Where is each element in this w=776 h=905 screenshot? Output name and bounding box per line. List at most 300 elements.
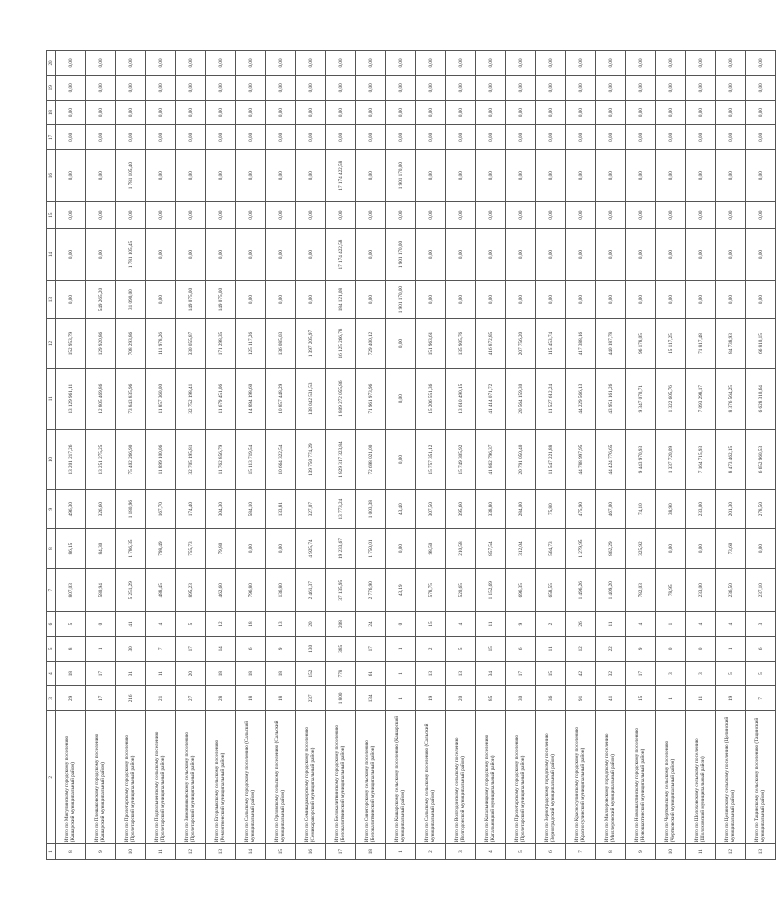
value-cell: 125 117,26 (236, 319, 266, 369)
value-cell: 11 (596, 612, 626, 637)
column-header: 3 (47, 686, 56, 711)
value-cell: 0,00 (476, 51, 506, 76)
row-number-cell: 4 (476, 844, 506, 860)
value-cell: 0,00 (506, 202, 536, 229)
row-number-cell: 17 (326, 844, 356, 860)
value-cell: 1 (386, 636, 416, 661)
value-cell: 184 121,08 (326, 280, 356, 318)
row-number-cell: 12 (716, 844, 746, 860)
value-cell: 1 152,69 (476, 569, 506, 612)
value-cell: 0,00 (536, 51, 566, 76)
table-row (566, 51, 596, 860)
settlement-name-cell: Итого по Кагальницкому городскому поселению (Кагальницкий муниципальный район) (476, 711, 506, 844)
column-header: 1 (47, 844, 56, 860)
row-number-cell: 15 (266, 844, 296, 860)
value-cell: 0,00 (356, 229, 386, 281)
value-cell: 29 (56, 686, 86, 711)
value-cell: 0,00 (506, 125, 536, 150)
value-cell: 5 (716, 661, 746, 686)
value-cell: 0,00 (176, 125, 206, 150)
value-cell: 11 (536, 636, 566, 661)
value-cell: 15 (536, 661, 566, 686)
value-cell: 0,00 (536, 280, 566, 318)
value-cell: 73 843 835,96 (116, 368, 146, 429)
value-cell: 0,00 (116, 51, 146, 76)
value-cell: 0,00 (296, 202, 326, 229)
value-cell: 0,00 (296, 125, 326, 150)
value-cell: 1 279,95 (566, 528, 596, 569)
value-cell: 0,00 (476, 75, 506, 100)
value-cell: 0,00 (476, 100, 506, 125)
value-cell: 9 347 070,71 (626, 368, 656, 429)
value-cell: 385 (326, 636, 356, 661)
value-cell: 13 251 275,25 (86, 429, 116, 490)
value-cell: 0,00 (596, 229, 626, 281)
value-cell: 0,00 (326, 100, 356, 125)
column-header: 8 (47, 528, 56, 569)
value-cell: 72 698 021,00 (356, 429, 386, 490)
table-row (446, 51, 476, 860)
value-cell: 0,00 (686, 528, 716, 569)
report-table (46, 50, 776, 860)
value-cell: 61 (356, 661, 386, 686)
value-cell: 278,50 (746, 490, 776, 528)
settlement-name-cell: Итого по Зерноградскому городскому поселению (Зерноградский муниципальный район) (536, 711, 566, 844)
value-cell: 7 (746, 686, 776, 711)
row-number-cell: 13 (206, 844, 236, 860)
value-cell: 12 (206, 612, 236, 637)
settlement-name-cell: Итого по Чертковскому сельскому поселению (Чертковский муниципальный район) (656, 711, 686, 844)
value-cell: 15 757 351,12 (416, 429, 446, 490)
value-cell: 0 (656, 636, 686, 661)
value-cell: 0,00 (206, 51, 236, 76)
value-cell: 111 978,26 (146, 319, 176, 369)
value-cell: 0,00 (686, 150, 716, 202)
value-cell: 24 (356, 612, 386, 637)
value-cell: 37 135,95 (326, 569, 356, 612)
value-cell: 325,92 (626, 528, 656, 569)
value-cell: 139 750 774,29 (296, 429, 326, 490)
value-cell: 18 (56, 661, 86, 686)
value-cell: 237,10 (746, 569, 776, 612)
value-cell: 0,00 (86, 100, 116, 125)
value-cell: 4 (626, 612, 656, 637)
value-cell: 0,00 (386, 51, 416, 76)
value-cell: 0,00 (446, 75, 476, 100)
settlement-name-cell: Итого по Кашарскому сельскому поселению (Кашарский муниципальный район) (386, 711, 416, 844)
value-cell: 15 (476, 636, 506, 661)
value-cell: 0,00 (656, 125, 686, 150)
value-cell: 171 298,35 (206, 319, 236, 369)
settlement-name-cell: Итого по Красносулинскому городскому поселению (Красносулинский муниципальный район) (566, 711, 596, 844)
value-cell: 0,00 (656, 75, 686, 100)
value-cell: 2 461,37 (296, 569, 326, 612)
value-cell: 0,00 (566, 229, 596, 281)
value-cell: 0,00 (236, 75, 266, 100)
value-cell: 17 (86, 661, 116, 686)
settlement-name-cell: Итого по Новошахтинскому городскому поселению (Новошахтинский муниципальный район) (626, 711, 656, 844)
value-cell: 11 679 451,06 (206, 368, 236, 429)
value-cell: 0,00 (626, 229, 656, 281)
value-cell: 0,00 (746, 75, 776, 100)
value-cell: 32 (596, 661, 626, 686)
column-header: 17 (47, 125, 56, 150)
value-cell: 395,60 (446, 490, 476, 528)
value-cell: 0,00 (266, 51, 296, 76)
value-cell: 0,00 (266, 229, 296, 281)
table-row (206, 51, 236, 860)
value-cell: 0,00 (416, 75, 446, 100)
value-cell: 0,00 (386, 429, 416, 490)
value-cell: 0,00 (476, 125, 506, 150)
value-cell: 440 187,78 (596, 319, 626, 369)
value-cell: 10 664 322,54 (266, 429, 296, 490)
value-cell: 1 397 205,97 (296, 319, 326, 369)
value-cell: 1 (386, 661, 416, 686)
value-cell: 0,00 (56, 100, 86, 125)
value-cell: 0,00 (326, 125, 356, 150)
table-row (326, 51, 356, 860)
value-cell: 17 (356, 636, 386, 661)
value-cell: 11 527 612,24 (536, 368, 566, 429)
value-cell: 11 (146, 661, 176, 686)
value-cell: 8 473 462,15 (716, 429, 746, 490)
column-header: 4 (47, 661, 56, 686)
value-cell: 41 (596, 686, 626, 711)
value-cell: 1 003,38 (356, 490, 386, 528)
table-row (176, 51, 206, 860)
value-cell: 3 (746, 612, 776, 637)
value-cell: 7 (146, 636, 176, 661)
value-cell: 0,00 (146, 229, 176, 281)
value-cell: 8 (56, 636, 86, 661)
value-cell: 236,50 (716, 569, 746, 612)
value-cell: 0,00 (236, 100, 266, 125)
value-cell: 0,00 (176, 202, 206, 229)
value-cell: 135 905,76 (446, 319, 476, 369)
value-cell: 17 (626, 661, 656, 686)
value-cell: 1 (86, 636, 116, 661)
row-number-cell: 11 (686, 844, 716, 860)
settlement-name-cell: Итого по Орловскому сельскому поселению (Сальский муниципальный район) (266, 711, 296, 844)
table-row (506, 51, 536, 860)
value-cell: 0,00 (56, 125, 86, 150)
value-cell: 133,81 (266, 490, 296, 528)
value-cell: 807,03 (56, 569, 86, 612)
value-cell: 0,00 (716, 75, 746, 100)
value-cell: 782,03 (626, 569, 656, 612)
value-cell: 0,00 (566, 280, 596, 318)
value-cell: 895,23 (176, 569, 206, 612)
value-cell: 5 (746, 661, 776, 686)
value-cell: 0,00 (566, 202, 596, 229)
table-row (236, 51, 266, 860)
table-row (596, 51, 626, 860)
settlement-name-cell: Итого по Пролетарскому городскому поселению (Пролетарский муниципальный район) (506, 711, 536, 844)
value-cell: 0,00 (476, 150, 506, 202)
value-cell: 0,00 (356, 100, 386, 125)
value-cell: 28 (206, 686, 236, 711)
value-cell: 1 781 105,45 (116, 229, 146, 281)
value-cell: 0,00 (506, 229, 536, 281)
value-cell: 1 781 105,40 (116, 150, 146, 202)
value-cell: 0,00 (686, 125, 716, 150)
value-cell: 4 (446, 612, 476, 637)
value-cell: 20 (296, 612, 326, 637)
rotated-table-wrapper (46, 50, 776, 860)
value-cell: 1 (656, 612, 686, 637)
value-cell: 0,00 (296, 75, 326, 100)
column-header: 19 (47, 75, 56, 100)
value-cell: 73,60 (716, 528, 746, 569)
value-cell: 20 (176, 661, 206, 686)
value-cell: 1 (716, 636, 746, 661)
value-cell: 10 857 448,29 (266, 368, 296, 429)
value-cell: 4 (716, 612, 746, 637)
value-cell: 0,00 (716, 125, 746, 150)
table-row (86, 51, 116, 860)
value-cell: 0,00 (146, 280, 176, 318)
value-cell: 0,00 (326, 51, 356, 76)
value-cell: 136 085,03 (266, 319, 296, 369)
value-cell: 0,00 (626, 280, 656, 318)
value-cell: 31 (116, 661, 146, 686)
value-cell: 0,00 (326, 202, 356, 229)
value-cell: 0,00 (146, 150, 176, 202)
table-row (716, 51, 746, 860)
row-number-cell: 10 (116, 844, 146, 860)
value-cell: 284,00 (506, 490, 536, 528)
value-cell: 75,80 (536, 490, 566, 528)
value-cell: 0 (86, 612, 116, 637)
value-cell: 488,45 (146, 569, 176, 612)
value-cell: 0,00 (746, 100, 776, 125)
value-cell: 796,80 (236, 569, 266, 612)
settlement-name-cell: Итого по Сальскому сельскому поселению (Сальский муниципальный район) (416, 711, 446, 844)
value-cell: 13 (416, 661, 446, 686)
value-cell: 0,00 (626, 100, 656, 125)
value-cell: 27 (176, 686, 206, 711)
value-cell: 0,00 (206, 202, 236, 229)
value-cell: 0,00 (686, 75, 716, 100)
value-cell: 15 206 551,36 (416, 368, 446, 429)
value-cell: 6 (746, 636, 776, 661)
row-number-cell: 11 (146, 844, 176, 860)
settlement-name-cell: Итого по Зимовниковскому сельскому поселению (Пролетарский муниципальный район) (176, 711, 206, 844)
value-cell: 0,00 (716, 202, 746, 229)
value-cell: 15 113 719,54 (236, 429, 266, 490)
value-cell: 475,90 (566, 490, 596, 528)
value-cell: 0,00 (386, 368, 416, 429)
value-cell: 9 (506, 612, 536, 637)
value-cell: 4 (146, 612, 176, 637)
value-cell: 0,00 (746, 229, 776, 281)
settlement-name-cell: Итого по Миллеровскому городскому поселению (Миллеровский муниципальный район) (596, 711, 626, 844)
value-cell: 0,00 (356, 75, 386, 100)
value-cell: 2 (416, 636, 446, 661)
value-cell: 0,00 (416, 150, 446, 202)
row-number-cell: 7 (566, 844, 596, 860)
value-cell: 136,80 (266, 569, 296, 612)
value-cell: 0,00 (716, 51, 746, 76)
value-cell: 0,00 (656, 51, 686, 76)
value-cell: 0,00 (176, 51, 206, 76)
value-cell: 0,00 (116, 125, 146, 150)
value-cell: 20 791 050,40 (506, 429, 536, 490)
value-cell: 729 400,12 (356, 319, 386, 369)
value-cell: 20 (446, 686, 476, 711)
row-number-cell: 6 (536, 844, 566, 860)
value-cell: 0,00 (236, 280, 266, 318)
value-cell: 0,00 (746, 150, 776, 202)
value-cell: 0,00 (296, 150, 326, 202)
value-cell: 0,00 (56, 280, 86, 318)
value-cell: 0,00 (596, 280, 626, 318)
value-cell: 0,00 (656, 202, 686, 229)
value-cell: 4 (686, 612, 716, 637)
value-cell: 17 (506, 661, 536, 686)
value-cell: 3 (656, 661, 686, 686)
value-cell: 1 409,20 (596, 569, 626, 612)
value-cell: 0,00 (746, 51, 776, 76)
value-cell: 0,00 (716, 100, 746, 125)
value-cell: 216 (116, 686, 146, 711)
value-cell: 0,00 (386, 125, 416, 150)
value-cell: 0 (386, 612, 416, 637)
value-cell: 0,00 (506, 75, 536, 100)
value-cell: 17 174 422,58 (326, 150, 356, 202)
settlement-name-cell: Итого по Подпольненскому сельскому поселению (Пролетарский муниципальный район) (146, 711, 176, 844)
value-cell: 44 229 566,13 (566, 368, 596, 429)
value-cell: 327,07 (296, 490, 326, 528)
value-cell: 71 961 973,96 (356, 368, 386, 429)
value-cell: 0,00 (206, 100, 236, 125)
value-cell: 21 (146, 686, 176, 711)
column-header: 2 (47, 711, 56, 844)
value-cell: 5 (176, 612, 206, 637)
value-cell: 0,00 (146, 202, 176, 229)
value-cell: 1 901 170,00 (386, 229, 416, 281)
value-cell: 0,00 (416, 229, 446, 281)
value-cell: 1 829 317 323,84 (326, 429, 356, 490)
value-cell: 41 414 071,72 (476, 368, 506, 429)
value-cell: 0,00 (506, 100, 536, 125)
value-cell: 0,00 (236, 125, 266, 150)
value-cell: 307,50 (416, 490, 446, 528)
row-number-cell: 10 (656, 844, 686, 860)
settlement-name-cell: Итого по Волгодонскому сельскому поселению (Волгодонской муниципальный район) (446, 711, 476, 844)
value-cell: 0,00 (86, 75, 116, 100)
value-cell: 13 (446, 661, 476, 686)
table-row (746, 51, 776, 860)
value-cell: 11 (476, 612, 506, 637)
value-cell: 19 (416, 686, 446, 711)
value-cell: 1 322 605,76 (656, 368, 686, 429)
value-cell: 0,00 (476, 229, 506, 281)
value-cell: 0,00 (86, 51, 116, 76)
value-cell: 0,00 (446, 100, 476, 125)
value-cell: 0,00 (626, 75, 656, 100)
value-cell: 0,00 (596, 150, 626, 202)
value-cell: 84 738,93 (716, 319, 746, 369)
value-cell: 0,00 (176, 150, 206, 202)
value-cell: 18 (206, 661, 236, 686)
value-cell: 330 055,87 (176, 319, 206, 369)
value-cell: 78,95 (656, 569, 686, 612)
table-row (116, 51, 146, 860)
value-cell: 0,00 (356, 125, 386, 150)
table-row (386, 51, 416, 860)
value-cell: 8 376 564,25 (716, 368, 746, 429)
value-cell: 658,55 (536, 569, 566, 612)
value-cell: 0,00 (386, 75, 416, 100)
value-cell: 0,00 (416, 202, 446, 229)
value-cell: 0,00 (446, 202, 476, 229)
value-cell: 0,00 (356, 51, 386, 76)
value-cell: 462,60 (206, 569, 236, 612)
value-cell: 0,00 (656, 528, 686, 569)
value-cell: 0,00 (266, 100, 296, 125)
value-cell: 0,00 (686, 100, 716, 125)
value-cell: 338,80 (476, 490, 506, 528)
value-cell: 167,70 (146, 490, 176, 528)
value-cell: 17 (86, 686, 116, 711)
value-cell: 578,75 (416, 569, 446, 612)
value-cell: 778 (326, 661, 356, 686)
value-cell: 0,00 (206, 125, 236, 150)
value-cell: 152 (296, 661, 326, 686)
value-cell: 1 (656, 686, 686, 711)
value-cell: 208 (326, 612, 356, 637)
column-header: 11 (47, 368, 56, 429)
value-cell: 20 564 159,30 (506, 368, 536, 429)
value-cell: 41 (116, 612, 146, 637)
row-number-cell: 2 (416, 844, 446, 860)
value-cell: 152 953,79 (56, 319, 86, 369)
value-cell: 0,00 (656, 150, 686, 202)
settlement-name-cell: Итого по Тацинскому сельскому поселению (Тацинский муниципальный район) (746, 711, 776, 844)
value-cell: 16 125 266,78 (326, 319, 356, 369)
value-cell: 0,00 (146, 100, 176, 125)
value-cell: 0,00 (716, 229, 746, 281)
value-cell: 18 (236, 661, 266, 686)
value-cell: 584,10 (236, 490, 266, 528)
value-cell: 210,58 (446, 528, 476, 569)
value-cell: 0,00 (446, 150, 476, 202)
row-number-cell: 9 (86, 844, 116, 860)
value-cell: 0,00 (746, 280, 776, 318)
value-cell: 1 337 720,09 (656, 429, 686, 490)
value-cell: 151 963,61 (416, 319, 446, 369)
value-cell: 233,00 (686, 490, 716, 528)
value-cell: 11 762 856,79 (206, 429, 236, 490)
column-header: 13 (47, 280, 56, 318)
value-cell: 15 (626, 686, 656, 711)
value-cell: 0,00 (656, 229, 686, 281)
value-cell: 2 776,90 (356, 569, 386, 612)
value-cell: 467,00 (596, 490, 626, 528)
table-row (146, 51, 176, 860)
value-cell: 0,00 (176, 100, 206, 125)
value-cell: 75 402 266,90 (116, 429, 146, 490)
value-cell: 0,00 (476, 280, 506, 318)
value-cell: 19 (716, 686, 746, 711)
value-cell: 0,00 (56, 229, 86, 281)
value-cell: 91 (566, 686, 596, 711)
value-cell: 43,19 (386, 569, 416, 612)
value-cell: 0,00 (536, 75, 566, 100)
value-cell: 0,00 (236, 202, 266, 229)
